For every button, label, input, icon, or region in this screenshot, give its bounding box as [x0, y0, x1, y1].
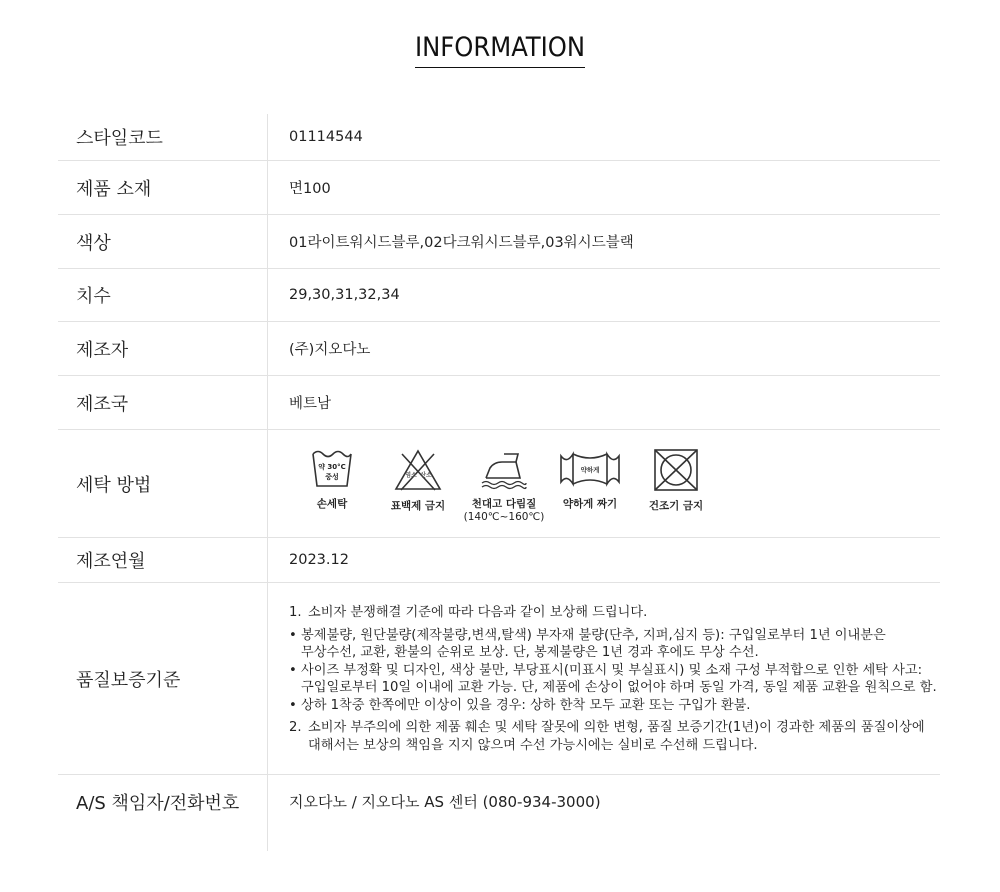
- color-value: 01라이트워시드블루,02다크워시드블루,03워시드블랙: [267, 215, 940, 268]
- row-label: 색상: [76, 232, 111, 254]
- material-value: 면100: [267, 161, 940, 214]
- guarantee-bullet: [289, 662, 937, 680]
- bullet-text: 상하 1착중 한쪽에만 이상이 있을 경우: 상하 한착 모두 교환 또는 구입가 환불.: [301, 697, 751, 713]
- country-value: 베트남: [267, 376, 940, 429]
- hand-wash-icon: [310, 448, 354, 490]
- care-oxygen-text: 산소: [420, 472, 432, 479]
- bullet-text: 사이즈 부정확 및 디자인, 색상 불만, 부당표시(미표시 및 부실표시) 및 소재 구성 부적합으로 인한 세탁 사고:: [301, 662, 923, 678]
- care-item-no-dryer: [633, 448, 719, 523]
- item-number: 2.: [289, 720, 302, 735]
- row-manufacturer: [58, 322, 940, 376]
- row-washing: [58, 430, 940, 538]
- bullet-mark: •: [289, 627, 297, 643]
- guarantee-bullet: [289, 697, 937, 715]
- row-label: A/S 책임자/전화번호: [76, 793, 240, 814]
- row-label: 제조연월: [76, 551, 146, 572]
- care-label: 천대고 다림질: [471, 498, 537, 510]
- page-title: INFORMATION: [415, 30, 585, 68]
- title-wrap: [0, 30, 1000, 68]
- style-code-value: 01114544: [267, 114, 940, 160]
- row-country: [58, 376, 940, 430]
- bullet-continuation: 무상수선, 교환, 환불의 순위로 보상. 단, 봉제불량은 1년 경과 후에도 무상 수선.: [301, 645, 759, 660]
- item-number: 1.: [289, 605, 302, 620]
- item-continuation: 대해서는 보상의 책임을 지지 않으며 수선 가능시에는 실비로 수선해 드립니다.: [308, 737, 758, 753]
- row-label: 치수: [76, 286, 111, 307]
- care-chlorine-text: 염소: [405, 472, 417, 479]
- care-label: 표백제 금지: [390, 500, 446, 512]
- quality-guarantee-value: [267, 583, 940, 774]
- care-item-hand-wash: [289, 448, 375, 523]
- row-as-contact: [58, 775, 940, 851]
- care-label: 건조기 금지: [648, 500, 704, 512]
- care-label: 손세탁: [316, 498, 348, 510]
- care-neutral-text: 중성: [325, 473, 339, 481]
- row-label: 품질보증기준: [76, 669, 181, 691]
- no-tumble-dry-icon: [653, 448, 699, 492]
- guarantee-bullet: [289, 627, 937, 645]
- row-manufacture-date: [58, 538, 940, 583]
- row-label: 제조자: [76, 339, 129, 361]
- manufacturer-value: (주)지오다노: [267, 322, 940, 375]
- bullet-text: 봉제불량, 원단불량(제작불량,변색,탈색) 부자재 불량(단추, 지퍼,심지 등): 구입일로부터 1년 이내분은: [301, 627, 886, 643]
- row-size: [58, 269, 940, 322]
- care-temp-text: 약 30°C: [318, 463, 346, 471]
- row-color: [58, 215, 940, 269]
- row-material: [58, 161, 940, 215]
- item-text: 소비자 분쟁해결 기준에 따라 다음과 같이 보상해 드립니다.: [308, 605, 648, 620]
- iron-cloth-icon: [480, 448, 528, 490]
- care-item-wring: [547, 448, 633, 523]
- guarantee-item-2: [289, 719, 937, 737]
- care-sub-label: (140℃~160℃): [463, 511, 545, 523]
- as-contact-value: 지오다노 / 지오다노 AS 센터 (080-934-3000): [267, 775, 940, 851]
- no-bleach-icon: [393, 448, 443, 492]
- row-label: 제조국: [76, 393, 129, 415]
- care-item-no-bleach: [375, 448, 461, 523]
- row-label: 세탁 방법: [76, 474, 152, 496]
- guarantee-text: [289, 583, 937, 754]
- info-table: [58, 114, 940, 851]
- row-quality-guarantee: [58, 583, 940, 775]
- row-label: 스타일코드: [76, 128, 163, 149]
- item-text: 소비자 부주의에 의한 제품 훼손 및 세탁 잘못에 의한 변형, 품질 보증기간(1년)이 경과한 제품의 품질이상에: [308, 720, 925, 735]
- gentle-wring-icon: [559, 448, 621, 490]
- guarantee-item-1: [289, 604, 937, 622]
- care-label: 약하게 짜기: [562, 498, 618, 510]
- care-icons: [289, 430, 719, 523]
- washing-value: [267, 430, 940, 537]
- manufacture-date-value: 2023.12: [267, 538, 940, 582]
- care-item-iron: [461, 448, 547, 523]
- row-label: 제품 소재: [76, 178, 152, 200]
- row-style-code: [58, 114, 940, 161]
- bullet-mark: •: [289, 662, 297, 678]
- size-value: 29,30,31,32,34: [267, 269, 940, 321]
- bullet-mark: •: [289, 697, 297, 713]
- bullet-continuation: 구입일로부터 10일 이내에 교환 가능. 단, 제품에 손상이 없어야 하며 동일 가격, 동일 제품 교환을 원칙으로 함.: [301, 680, 937, 695]
- care-gentle-text: 약하게: [580, 466, 600, 474]
